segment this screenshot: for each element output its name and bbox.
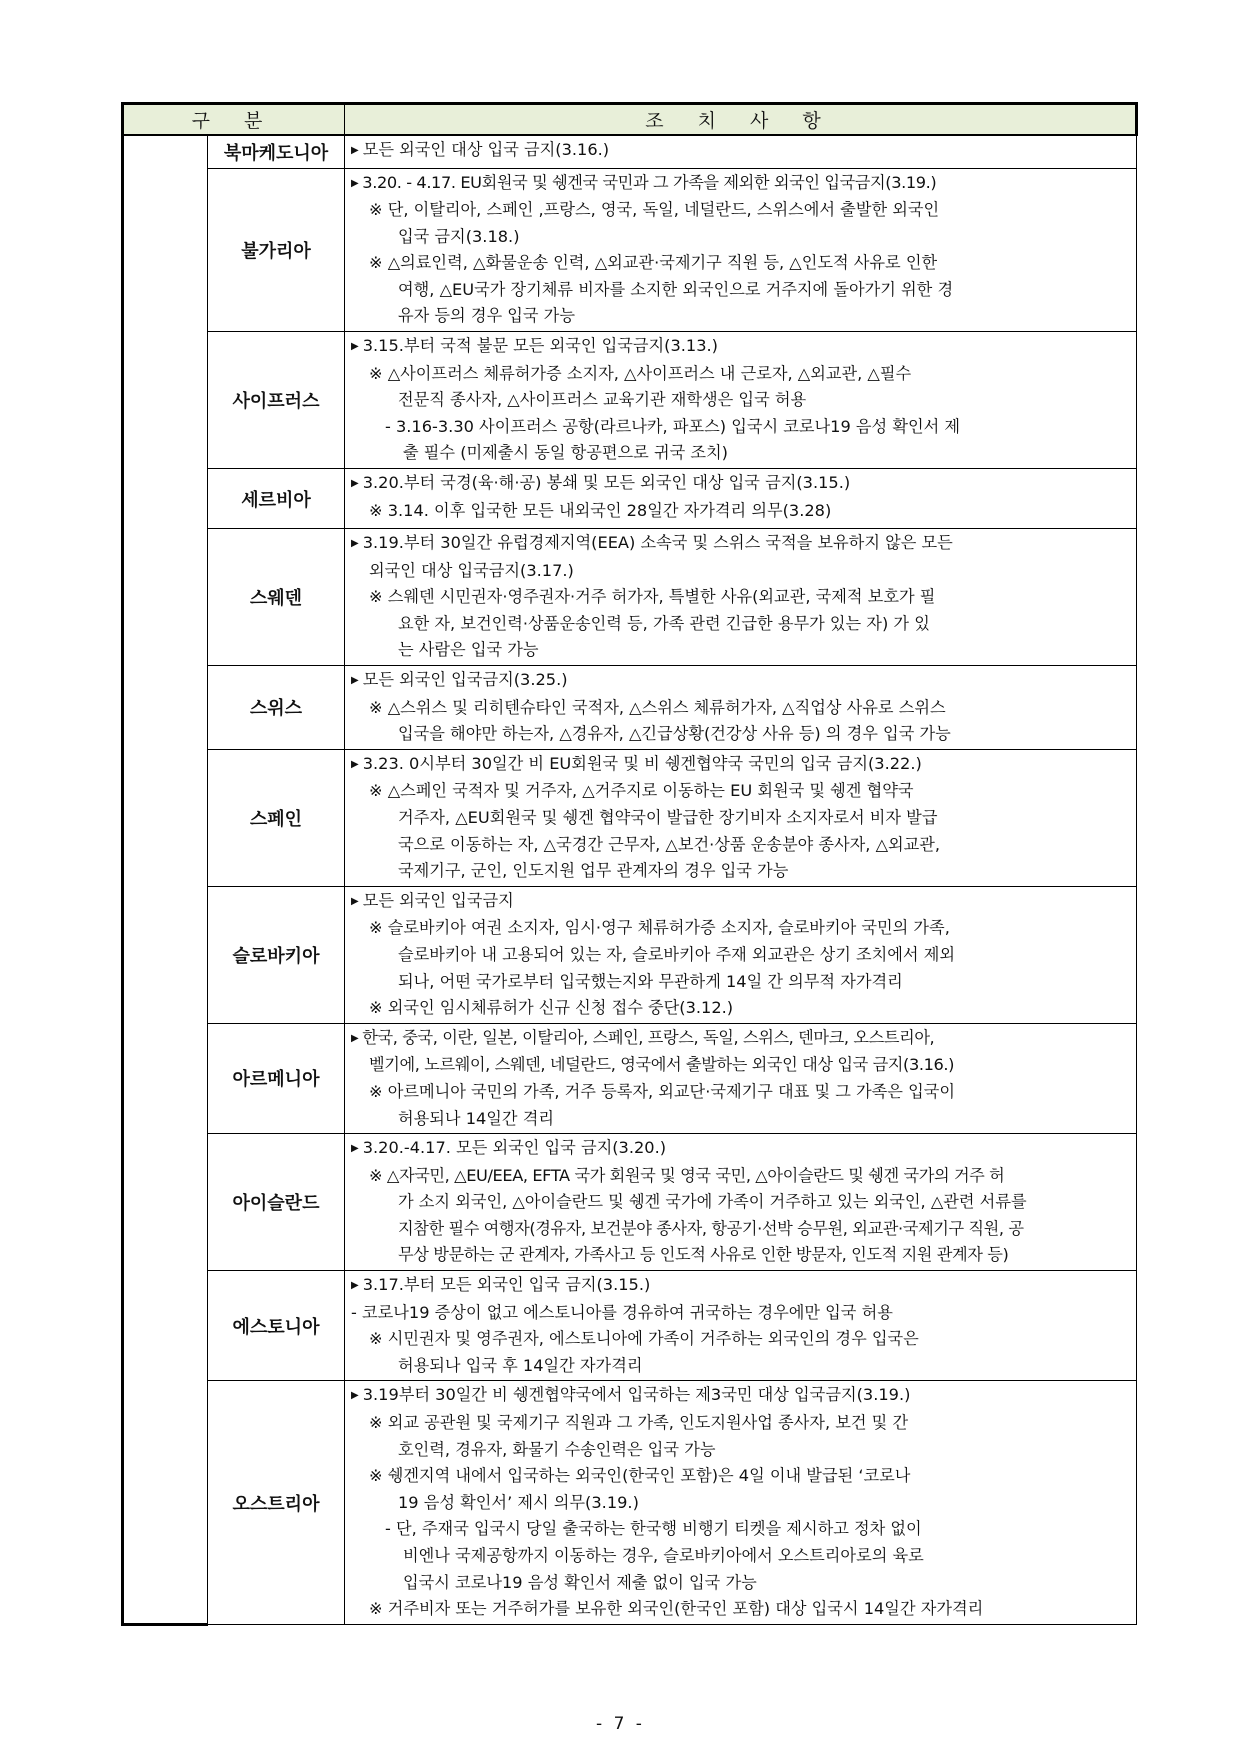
- measure-note-line: 입국을 해야만 하는자, △경유자, △긴급상황(건강상 사유 등) 의 경우 입국 가능: [398, 724, 951, 744]
- measure-note-line: 국제기구, 군인, 인도지원 업무 관계자의 경우 입국 가능: [398, 861, 789, 881]
- measure-note-line: ※ △자국민, △EU/EEA, EFTA 국가 회원국 및 영국 국민, △아이슬란드 및 쉥겐 국가의 거주 허: [369, 1165, 1005, 1185]
- country-name: 불가리아: [208, 168, 345, 332]
- entry-measures-table: [121, 102, 1138, 1626]
- measure-details: [345, 886, 1137, 1023]
- country-name: 오스트리아: [208, 1381, 345, 1624]
- measure-bullet-line: [351, 751, 1122, 779]
- country-name: 에스토니아: [208, 1271, 345, 1381]
- measure-note-line: ※ △스페인 국적자 및 거주자, △거주지로 이동하는 EU 회원국 및 쉥겐 협약국: [369, 781, 914, 801]
- measure-details: [345, 666, 1137, 750]
- measure-note-line: 거주자, △EU회원국 및 쉥겐 협약국이 발급한 장기비자 소지자로서 비자 발급: [398, 807, 938, 827]
- measure-note-line: 유자 등의 경우 입국 가능: [398, 306, 575, 326]
- measure-note-line: - 3.16-3.30 사이프러스 공항(라르나카, 파포스) 입국시 코로나19 음성 확인서 제: [385, 416, 961, 436]
- header-measures: 조 치 사 항: [345, 104, 1137, 136]
- measure-bullet-line: [351, 170, 1122, 198]
- measure-details: [345, 469, 1137, 529]
- measure-text: 모든 외국인 입국금지: [362, 890, 514, 910]
- triangle-bullet-icon: ▶: [351, 895, 359, 907]
- measure-text: 3.17.부터 모든 외국인 입국 금지(3.15.): [362, 1275, 651, 1295]
- measure-note-line: 19 음성 확인서’ 제시 의무(3.19.): [398, 1492, 639, 1512]
- region-group-cell: [123, 135, 208, 1624]
- measure-note-line: - 단, 주재국 입국시 당일 출국하는 한국행 비행기 티켓을 제시하고 정차 없이: [385, 1519, 922, 1539]
- triangle-bullet-icon: ▶: [351, 341, 359, 353]
- measure-note-line: 요한 자, 보건인력·상품운송인력 등, 가족 관련 긴급한 용무가 있는 자) 가 있: [398, 613, 930, 633]
- measure-note-line: ※ 스웨덴 시민권자·영주권자·거주 허가자, 특별한 사유(외교관, 국제적 보호가 필: [369, 587, 936, 607]
- triangle-bullet-icon: ▶: [351, 675, 359, 686]
- measure-text: 3.20.-4.17. 모든 외국인 입국 금지(3.20.): [362, 1138, 667, 1158]
- measure-note-line: ※ △사이프러스 체류허가증 소지자, △사이프러스 내 근로자, △외교관, △필수: [369, 363, 912, 383]
- measure-note-line: ※ 시민권자 및 영주권자, 에스토니아에 가족이 거주하는 외국인의 경우 입국은: [369, 1329, 919, 1349]
- measure-note-line: ※ 슬로바키아 여권 소지자, 임시·영구 체류허가증 소지자, 슬로바키아 국민의 가족,: [369, 918, 950, 938]
- measure-text: 3.20. - 4.17. EU회원국 및 쉥겐국 국민과 그 가족을 제외한 외국인 입국금지(3.19.): [362, 172, 937, 192]
- measure-note-line: 는 사람은 입국 가능: [398, 640, 539, 660]
- measure-bullet-line: [351, 1025, 1122, 1053]
- measure-note-line: 가 소지 외국인, △아이슬란드 및 쉥겐 국가에 가족이 거주하고 있는 외국인, △관련 서류를: [398, 1192, 1027, 1212]
- measure-text: 3.15.부터 국적 불문 모든 외국인 입국금지(3.13.): [362, 336, 718, 356]
- country-name: 세르비아: [208, 469, 345, 529]
- page-number: - 7 -: [596, 1714, 645, 1734]
- measure-text: 한국, 중국, 이란, 일본, 이탈리아, 스페인, 프랑스, 독일, 스위스, 덴마크, 오스트리아,: [362, 1027, 935, 1047]
- triangle-bullet-icon: ▶: [351, 1143, 359, 1155]
- measure-details: [345, 1134, 1137, 1271]
- country-name: 스웨덴: [208, 529, 345, 666]
- measure-note-line: 호인력, 경유자, 화물기 수송인력은 입국 가능: [398, 1439, 716, 1459]
- table-row: [123, 529, 1137, 666]
- country-name: 아이슬란드: [208, 1134, 345, 1271]
- measure-text: 3.19부터 30일간 비 쉥겐협약국에서 입국하는 제3국민 대상 입국금지(3.19.): [362, 1385, 911, 1405]
- measure-bullet-line: [351, 1135, 1122, 1163]
- measures-table-container: [121, 102, 1135, 1626]
- table-row: [123, 1134, 1137, 1271]
- triangle-bullet-icon: ▶: [351, 145, 359, 156]
- measure-note-line: 외국인 대상 입국금지(3.17.): [369, 560, 574, 580]
- country-name: 슬로바키아: [208, 886, 345, 1023]
- measure-note-line: 지참한 필수 여행자(경유자, 보건분야 종사자, 항공기·선박 승무원, 외교관·국제기구 직원, 공: [398, 1218, 1024, 1238]
- measure-note-line: - 코로나19 증상이 없고 에스토니아를 경유하여 귀국하는 경우에만 입국 허용: [351, 1302, 893, 1322]
- measure-note-line: 입국 금지(3.18.): [398, 226, 520, 246]
- table-body: [123, 135, 1137, 1624]
- measure-note-line: ※ 아르메니아 국민의 가족, 거주 등록자, 외교단·국제기구 대표 및 그 가족은 입국이: [369, 1081, 955, 1101]
- measure-bullet-line: [351, 137, 1122, 165]
- measure-details: [345, 332, 1137, 469]
- measure-note-line: 출 필수 (미제출시 동일 항공편으로 귀국 조치): [403, 443, 728, 463]
- triangle-bullet-icon: ▶: [351, 478, 359, 490]
- triangle-bullet-icon: ▶: [351, 177, 359, 189]
- measure-text: 모든 외국인 입국금지(3.25.): [362, 670, 568, 689]
- table-row: [123, 1023, 1137, 1133]
- table-row: [123, 168, 1137, 332]
- measure-details: [345, 135, 1137, 168]
- measure-details: [345, 529, 1137, 666]
- table-row: [123, 1271, 1137, 1381]
- table-row: [123, 135, 1137, 168]
- triangle-bullet-icon: ▶: [351, 1390, 359, 1402]
- measure-details: [345, 1381, 1137, 1624]
- measure-note-line: 무상 방문하는 군 관계자, 가족사고 등 인도적 사유로 인한 방문자, 인도적 지원 관계자 등): [398, 1245, 1009, 1265]
- measure-text: 모든 외국인 대상 입국 금지(3.16.): [362, 140, 610, 159]
- table-row: [123, 332, 1137, 469]
- measure-details: [345, 168, 1137, 332]
- measure-note-line: 국으로 이동하는 자, △국경간 근무자, △보건·상품 운송분야 종사자, △외교관,: [398, 834, 941, 854]
- country-name: 아르메니아: [208, 1023, 345, 1133]
- measure-note-line: 허용되나 입국 후 14일간 자가격리: [398, 1355, 643, 1375]
- triangle-bullet-icon: ▶: [351, 538, 359, 550]
- table-row: [123, 749, 1137, 886]
- country-name: 스위스: [208, 666, 345, 750]
- measure-note-line: ※ △의료인력, △화물운송 인력, △외교관·국제기구 직원 등, △인도적 사유로 인한: [369, 253, 938, 273]
- measure-bullet-line: [351, 1272, 1122, 1300]
- triangle-bullet-icon: ▶: [351, 1280, 359, 1292]
- measure-note-line: 여행, △EU국가 장기체류 비자를 소지한 외국인으로 거주지에 돌아가기 위한 경: [398, 279, 954, 299]
- measure-note-line: 되나, 어떤 국가로부터 입국했는지와 무관하게 14일 간 의무적 자가격리: [398, 971, 903, 991]
- measure-note-line: 허용되나 14일간 격리: [398, 1108, 554, 1128]
- table-row: [123, 666, 1137, 750]
- triangle-bullet-icon: ▶: [351, 1032, 359, 1044]
- table-header-row: [123, 104, 1137, 136]
- table-row: [123, 469, 1137, 529]
- table-row: [123, 1381, 1137, 1624]
- header-category: 구 분: [123, 104, 345, 136]
- measure-note-line: 슬로바키아 내 고용되어 있는 자, 슬로바키아 주재 외교관은 상기 조치에서 제외: [398, 944, 955, 964]
- measure-note-line: ※ 3.14. 이후 입국한 모든 내외국인 28일간 자가격리 의무(3.28): [369, 500, 832, 520]
- measure-text: 3.19.부터 30일간 유럽경제지역(EEA) 소속국 및 스위스 국적을 보유하지 않은 모든: [362, 533, 953, 553]
- measure-details: [345, 1271, 1137, 1381]
- measure-note-line: ※ 쉥겐지역 내에서 입국하는 외국인(한국인 포함)은 4일 이내 발급된 ‘코로나: [369, 1466, 911, 1486]
- measure-note-line: ※ 외국인 임시체류허가 신규 신청 접수 중단(3.12.): [369, 998, 734, 1018]
- measure-details: [345, 749, 1137, 886]
- table-row: [123, 886, 1137, 1023]
- measure-note-line: ※ 단, 이탈리아, 스페인 ,프랑스, 영국, 독일, 네덜란드, 스위스에서 출발한 외국인: [369, 200, 940, 220]
- measure-bullet-line: [351, 1382, 1122, 1410]
- measure-bullet-line: [351, 333, 1122, 361]
- measure-note-line: ※ 거주비자 또는 거주허가를 보유한 외국인(한국인 포함) 대상 입국시 14일간 자가격리: [369, 1599, 984, 1619]
- measure-bullet-line: [351, 470, 1122, 498]
- measure-note-line: ※ 외교 공관원 및 국제기구 직원과 그 가족, 인도지원사업 종사자, 보건 및 간: [369, 1413, 909, 1433]
- measure-text: 3.20.부터 국경(육·해·공) 봉쇄 및 모든 외국인 대상 입국 금지(3.15.): [362, 473, 851, 493]
- measure-note-line: 벨기에, 노르웨이, 스웨덴, 네덜란드, 영국에서 출발하는 외국인 대상 입국 금지(3.16.): [369, 1055, 955, 1075]
- measure-details: [345, 1023, 1137, 1133]
- triangle-bullet-icon: ▶: [351, 758, 359, 770]
- measure-bullet-line: [351, 888, 1122, 916]
- measure-note-line: 입국시 코로나19 음성 확인서 제출 없이 입국 가능: [403, 1572, 757, 1592]
- measure-text: 3.23. 0시부터 30일간 비 EU회원국 및 비 쉥겐협약국 국민의 입국 금지(3.22.): [362, 753, 922, 773]
- measure-note-line: 전문직 종사자, △사이프러스 교육기관 재학생은 입국 허용: [398, 390, 807, 410]
- country-name: 사이프러스: [208, 332, 345, 469]
- measure-bullet-line: [351, 530, 1122, 558]
- measure-note-line: ※ △스위스 및 리히텐슈타인 국적자, △스위스 체류허가자, △직업상 사유로 스위스: [369, 697, 946, 717]
- measure-note-line: 비엔나 국제공항까지 이동하는 경우, 슬로바키아에서 오스트리아로의 육로: [403, 1546, 924, 1565]
- country-name: 스페인: [208, 749, 345, 886]
- measure-bullet-line: [351, 667, 1122, 695]
- country-name: 북마케도니아: [208, 135, 345, 168]
